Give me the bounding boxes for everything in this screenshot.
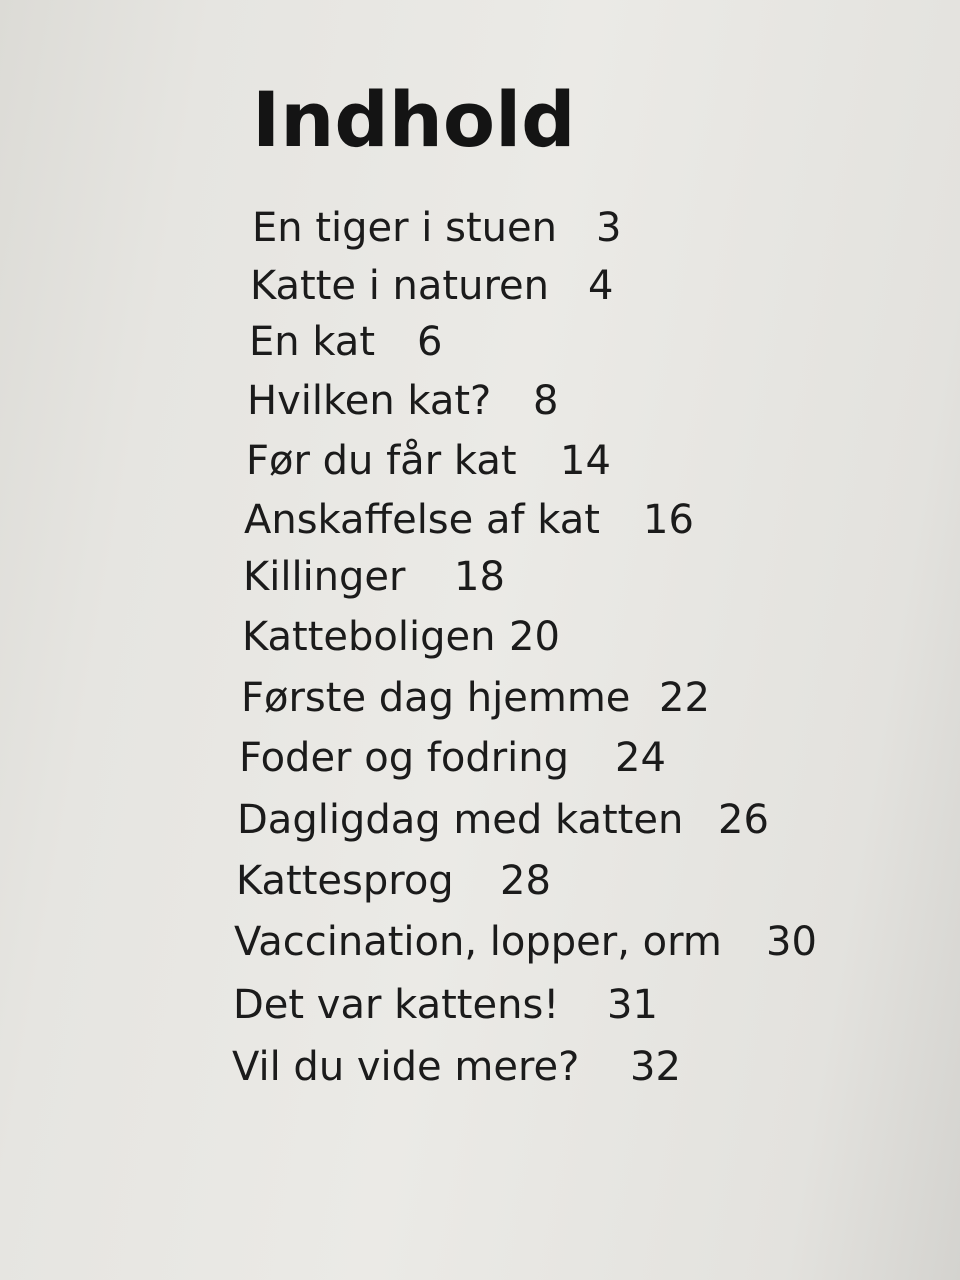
toc-entry-title: Vil du vide mere? xyxy=(232,1044,580,1090)
toc-entry-page: 4 xyxy=(588,263,614,309)
toc-entry xyxy=(246,438,611,484)
toc-entry-page: 16 xyxy=(643,497,694,543)
toc-entry-title: Anskaffelse af kat xyxy=(244,497,600,543)
toc-entry xyxy=(242,614,560,660)
toc-entry-page: 28 xyxy=(500,858,551,904)
toc-entry-title: En tiger i stuen xyxy=(252,205,557,251)
toc-entry-title: Kattesprog xyxy=(236,858,454,904)
toc-entry-page: 22 xyxy=(659,675,710,721)
toc-entry-title: Foder og fodring xyxy=(239,735,570,781)
toc-entry xyxy=(243,554,505,600)
toc-entry-title: Før du får kat xyxy=(246,438,517,484)
toc-entry-title: Hvilken kat? xyxy=(247,378,492,424)
toc-entry xyxy=(236,858,551,904)
toc-entry xyxy=(249,319,443,365)
toc-entry-page: 6 xyxy=(417,319,443,365)
toc-entry xyxy=(247,378,559,424)
toc-entry xyxy=(252,205,622,251)
toc-entry xyxy=(232,1044,681,1090)
toc-entry-title: Killinger xyxy=(243,554,406,600)
toc-entry-page: 14 xyxy=(560,438,611,484)
toc-entry-title: Vaccination, lopper, orm xyxy=(234,919,722,965)
toc-entry xyxy=(234,919,817,965)
toc-entry-title: Katteboligen xyxy=(242,614,496,660)
toc-entry-title: Dagligdag med katten xyxy=(237,797,684,843)
toc-entry-title: En kat xyxy=(249,319,375,365)
toc-entry xyxy=(241,675,710,721)
toc-entry xyxy=(244,497,694,543)
toc-entry-page: 32 xyxy=(630,1044,681,1090)
toc-entry-title: Katte i naturen xyxy=(250,263,549,309)
toc-entry-page: 24 xyxy=(615,735,666,781)
toc-entry-page: 26 xyxy=(718,797,769,843)
toc-entry xyxy=(250,263,614,309)
toc-entry-page: 3 xyxy=(596,205,622,251)
toc-entry-page: 30 xyxy=(766,919,817,965)
toc-entry-page: 20 xyxy=(509,614,560,660)
toc-entry-title: Første dag hjemme xyxy=(241,675,631,721)
toc-entry-title: Det var kattens! xyxy=(233,982,560,1028)
toc-entry xyxy=(239,735,666,781)
toc-entry-page: 18 xyxy=(454,554,505,600)
toc-entry xyxy=(237,797,769,843)
toc-entry xyxy=(233,982,658,1028)
contents-heading: Indhold xyxy=(252,75,576,164)
toc-entry-page: 8 xyxy=(533,378,559,424)
toc-entry-page: 31 xyxy=(607,982,658,1028)
